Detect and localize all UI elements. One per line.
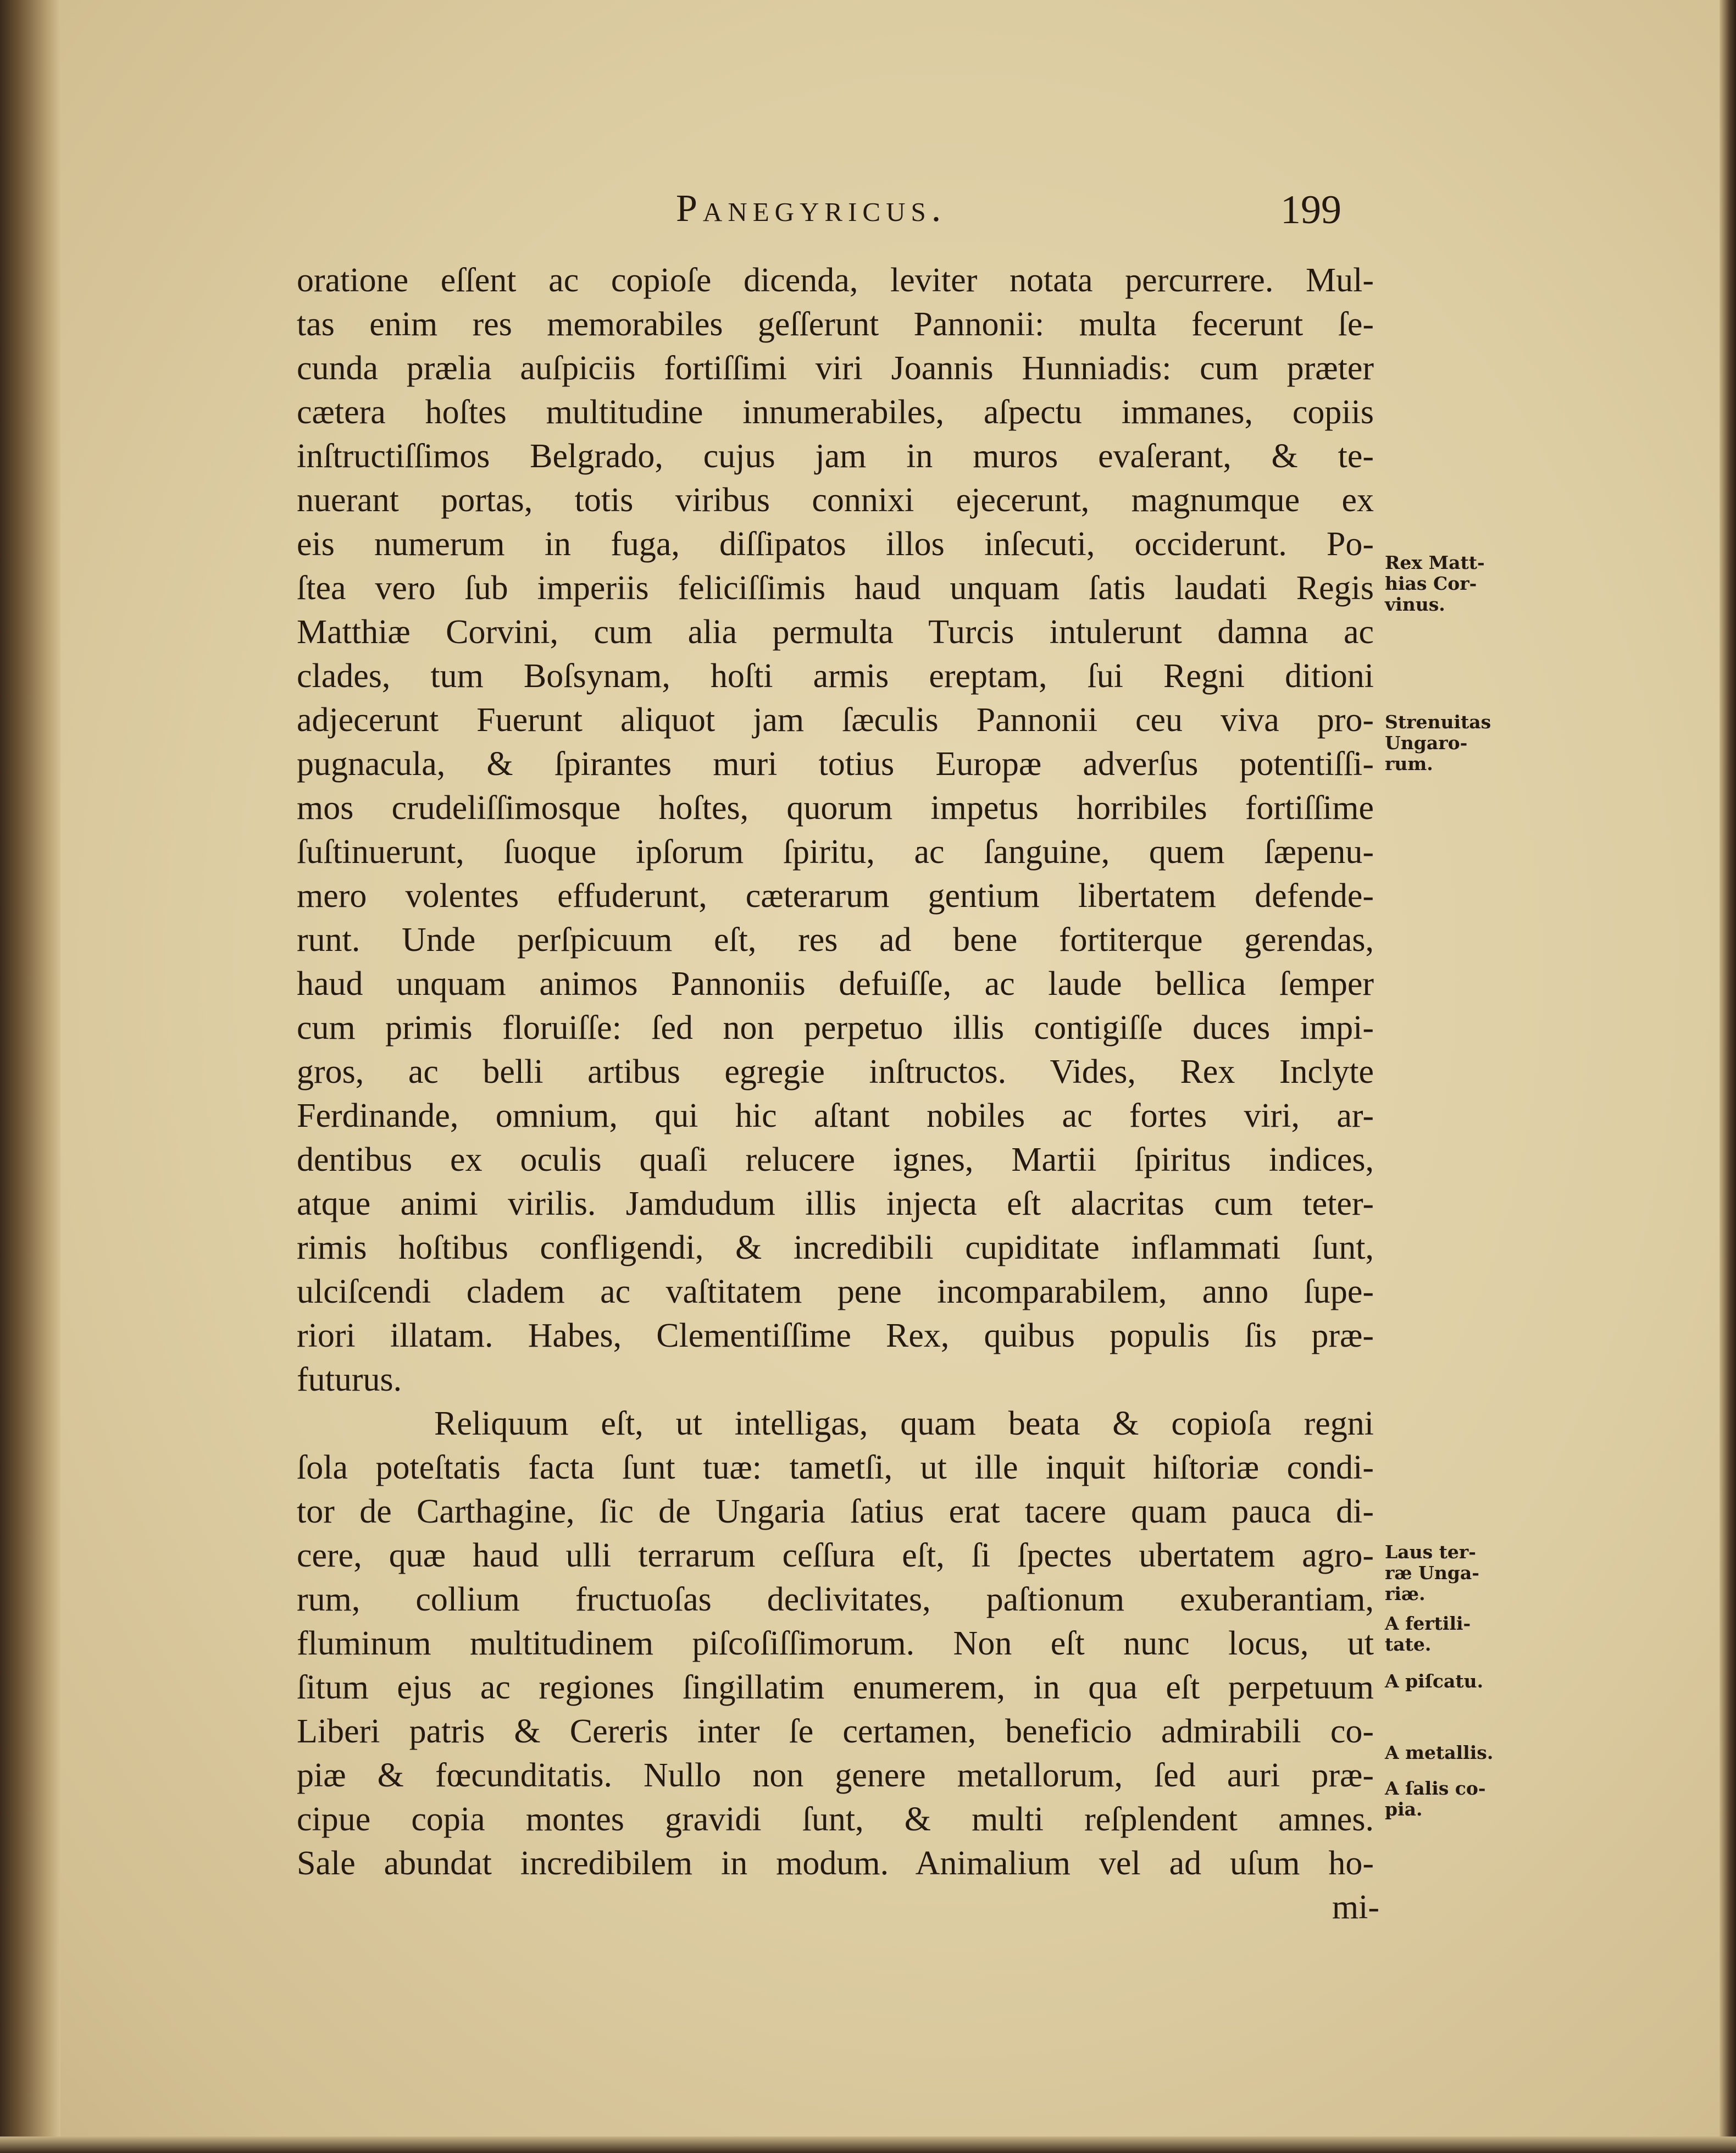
note-line: A metallis. (1385, 1742, 1494, 1763)
marginal-note-strenuitas (1385, 712, 1491, 774)
marginal-note-laus (1385, 1542, 1479, 1604)
text-line: inſtructiſſimos Belgrado, cujus jam in muros evaſerant, & te- (297, 438, 1374, 475)
text-line: Sale abundat incredibilem in modum. Animalium vel ad uſum ho- (297, 1845, 1374, 1882)
note-line: A fertili- (1385, 1613, 1471, 1634)
text-line: nuerant portas, totis viribus connixi ejecerunt, magnumque ex (297, 481, 1374, 519)
text-line: cere, quæ haud ulli terrarum ceſſura eſt, ſi ſpectes ubertatem agro- (297, 1537, 1374, 1574)
text-line: Reliquum eſt, ut intelligas, quam beata & copioſa regni (434, 1405, 1374, 1442)
text-line: cunda prælia auſpiciis fortiſſimi viri Joannis Hunniadis: cum præter (297, 350, 1374, 387)
text-line: ſola poteſtatis facta ſunt tuæ: tametſi, ut ille inquit hiſtoriæ condi- (297, 1449, 1374, 1486)
note-line: hias Cor- (1385, 573, 1477, 594)
text-line: mos crudeliſſimosque hoſtes, quorum impetus horribiles fortiſſime (297, 789, 1374, 827)
text-line: runt. Unde perſpicuum eſt, res ad bene fortiterque gerendas, (297, 921, 1374, 959)
text-line: oratione eſſent ac copioſe dicenda, leviter notata percurrere. Mul- (297, 262, 1374, 299)
text-line: eis numerum in fuga, diſſipatos illos inſecuti, occiderunt. Po- (297, 525, 1374, 563)
text-line: ſtea vero ſub imperiis feliciſſimis haud unquam ſatis laudati Regis (297, 569, 1374, 607)
marginal-note-fertilitate (1385, 1613, 1471, 1655)
catchword: mi- (1332, 1889, 1379, 1926)
marginal-note-metallis (1385, 1742, 1493, 1763)
note-line: Rex Matt- (1385, 552, 1485, 573)
note-line: Ungaro- (1385, 732, 1468, 754)
text-line: futurus. (297, 1361, 402, 1398)
text-line: ulciſcendi cladem ac vaſtitatem pene incomparabilem, anno ſupe- (297, 1273, 1374, 1310)
text-line: adjecerunt Fuerunt aliquot jam ſæculis Pannonii ceu viva pro- (297, 701, 1374, 739)
text-line: Matthiæ Corvini, cum alia permulta Turcis intulerunt damna ac (297, 613, 1374, 651)
text-line: cipue copia montes gravidi ſunt, & multi reſplendent amnes. (297, 1801, 1374, 1838)
text-line: piæ & fœcunditatis. Nullo non genere metallorum, ſed auri præ- (297, 1757, 1374, 1794)
page-number: 199 (1280, 187, 1341, 233)
note-line: Strenuitas (1385, 711, 1491, 733)
text-line: tas enim res memorabiles geſſerunt Pannonii: multa fecerunt ſe- (297, 306, 1374, 343)
text-line: Liberi patris & Cereris inter ſe certamen, beneficio admirabili co- (297, 1713, 1374, 1750)
text-line: dentibus ex oculis quaſi relucere ignes, Martii ſpiritus indices, (297, 1141, 1374, 1178)
text-line: gros, ac belli artibus egregie inſtructos. Vides, Rex Inclyte (297, 1053, 1374, 1091)
note-line: A ſalis co- (1385, 1778, 1486, 1799)
note-line: vinus. (1385, 594, 1445, 615)
marginal-note-matthias (1385, 552, 1485, 615)
text-line: rimis hoſtibus confligendi, & incredibili cupiditate inflammati ſunt, (297, 1229, 1374, 1266)
marginal-note-salis (1385, 1778, 1486, 1820)
note-line: Laus ter- (1385, 1541, 1476, 1563)
text-line: clades, tum Boſsynam, hoſti armis ereptam, ſui Regni ditioni (297, 657, 1374, 695)
text-line: rum, collium fructuoſas declivitates, paſtionum exuberantiam, (297, 1581, 1374, 1618)
text-line: mero volentes effuderunt, cæterarum gentium libertatem defende- (297, 877, 1374, 915)
note-line: rum. (1385, 753, 1433, 774)
running-title: Panegyricus. (676, 187, 947, 230)
text-line: tor de Carthagine, ſic de Ungaria ſatius erat tacere quam pauca di- (297, 1493, 1374, 1530)
text-line: atque animi virilis. Jamdudum illis injecta eſt alacritas cum teter- (297, 1185, 1374, 1222)
note-line: A piſcatu. (1385, 1670, 1484, 1692)
text-line: Ferdinande, omnium, qui hic aſtant nobiles ac fortes viri, ar- (297, 1097, 1374, 1134)
note-line: tate. (1385, 1634, 1432, 1655)
text-line: cum primis floruiſſe: ſed non perpetuo illis contigiſſe duces impi- (297, 1009, 1374, 1047)
text-line: ſitum ejus ac regiones ſingillatim enumerem, in qua eſt perpetuum (297, 1669, 1374, 1706)
note-line: riæ. (1385, 1583, 1426, 1604)
text-line: ſuſtinuerunt, ſuoque ipſorum ſpiritu, ac ſanguine, quem ſæpenu- (297, 833, 1374, 871)
marginal-note-piscatu (1385, 1671, 1483, 1692)
note-line: pia. (1385, 1798, 1423, 1820)
text-line: haud unquam animos Pannoniis defuiſſe, ac laude bellica ſemper (297, 965, 1374, 1003)
text-line: fluminum multitudinem piſcoſiſſimorum. Non eſt nunc locus, ut (297, 1625, 1374, 1662)
text-line: cætera hoſtes multitudine innumerabiles, aſpectu immanes, copiis (297, 394, 1374, 431)
text-line: pugnacula, & ſpirantes muri totius Europæ adverſus potentiſſi- (297, 745, 1374, 783)
note-line: ræ Unga- (1385, 1562, 1479, 1584)
text-line: riori illatam. Habes, Clementiſſime Rex, quibus populis ſis præ- (297, 1317, 1374, 1354)
